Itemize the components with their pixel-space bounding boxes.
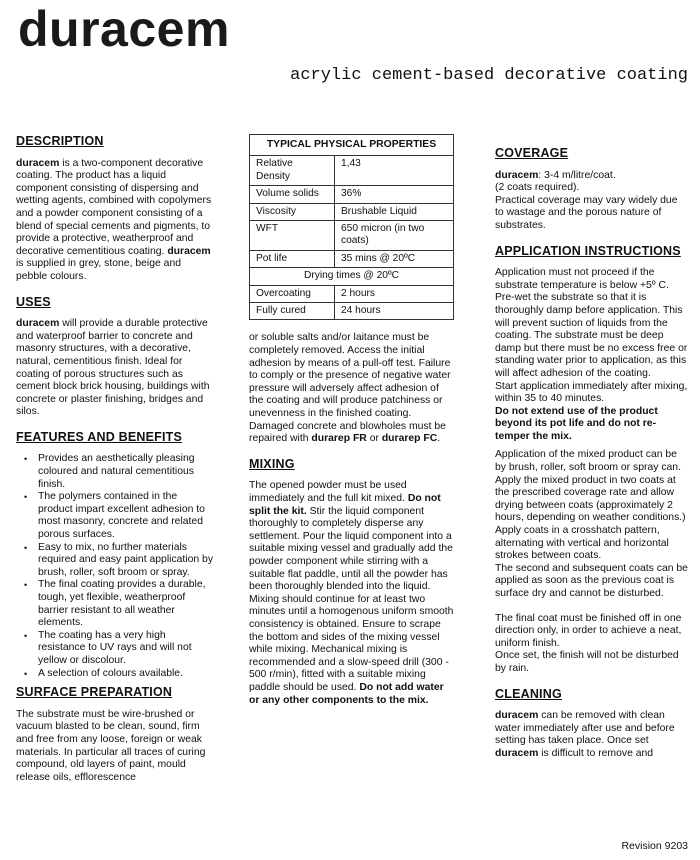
features-list <box>16 453 214 680</box>
brand-name: duracem <box>167 245 211 257</box>
table-title: TYPICAL PHYSICAL PROPERTIES <box>250 135 454 156</box>
list-item: • Easy to mix, no further materials required and easy paint application by brush, roller, soft broom or spray. <box>28 542 214 580</box>
description-text: duracem is a two-component decorative coating. The product has a liquid component consisting of dispersing and wetting agents, combined with copolymers and a powder component consisting of a blend of special cements and pigments, to provide a protective, weatherproof and decorative cementitious coating. duracem is supplied in grey, stone, beige and pebble colours. <box>16 157 212 282</box>
table-row: WFT 650 micron (in two coats) <box>250 221 454 251</box>
surface-preparation-heading: SURFACE PREPARATION <box>16 685 173 700</box>
cleaning-heading: CLEANING <box>495 686 562 701</box>
cleaning-text: duracem can be removed with clean water immediately after use and before setting has taken place. Once set duracem is difficult to remove and <box>495 710 675 759</box>
brand-name: duracem <box>495 710 539 722</box>
coverage-heading: COVERAGE <box>495 146 569 160</box>
brand-logo: duracem <box>18 1 230 57</box>
list-item: • The final coating provides a durable, tough, yet flexible, weatherproof barrier resistant to all weather elements. <box>28 579 214 629</box>
product-ref: durarep FC <box>381 433 438 445</box>
table-row: Viscosity Brushable Liquid <box>250 203 454 220</box>
uses-text: duracem will provide a durable protective and waterproof barrier to concrete and masonry structures, with a decorative, natural, cementitious finish. Ideal for coating of porous structures such as cement block brick housing, buildings with concrete or plaster finishing, bridges and silos. <box>16 318 210 418</box>
surface-preparation-text: The substrate must be wire-brushed or vacuum blasted to be clean, sound, firm and free from any loose, foreign or weak materials. In particular all traces of curing compound, old layers of paint, mould release oils, efflorescence <box>16 708 206 783</box>
mixing-text: The opened powder must be used immediately and the full kit mixed. Do not split the kit. Stir the liquid component thoroughly to completely disperse any settlement. Pour the liquid component into a suitable mixing vessel and gradually add the powder component while stirring with a suitable flat paddle, until all the powder has been thoroughly blended into the liquid. Mixing should continue for at least two minutes until a homogenous uniform smooth consistency is obtained. Ensure to scrape the bottom and sides of the mixing vessel while mixing. Mechanical mixing is recommended and a slow-speed drill (300 - 500 r/min), fitted with a suitable mixing paddle should be used. Do not add water or any other components to the mix. <box>249 480 454 706</box>
list-item: • The coating has a very high resistance to UV rays and will not yellow or discolour. <box>28 630 214 668</box>
table-row: Relative Density 1,43 <box>250 156 454 186</box>
table-row: Pot life 35 mins @ 20ºC <box>250 250 454 267</box>
surface-preparation-continued: or soluble salts and/or laitance must be completely removed. Access the initial adhesion by means of a pull-off test. Failure to comply or the presence of negative water pressure will adversely affect adhesion of the coating and will produce patchiness or unevenness in the finished coating. Damaged concrete and blowholes must be repaired with durarep FR or durarep FC. <box>249 332 451 445</box>
description-heading: DESCRIPTION <box>16 134 104 148</box>
left-column <box>16 135 214 784</box>
drying-times-header: Drying times @ 20ºC <box>250 268 454 285</box>
brand-name: duracem <box>16 318 60 330</box>
table-row: Fully cured 24 hours <box>250 303 454 320</box>
product-ref: durarep FR <box>311 433 367 445</box>
mixing-heading: MIXING <box>249 456 295 471</box>
brand-name: duracem <box>495 747 539 759</box>
brand-name: duracem <box>495 169 539 181</box>
physical-properties-table <box>249 134 454 320</box>
brand-name: duracem <box>16 157 60 169</box>
revision-number: Revision 9203 <box>621 840 688 852</box>
coverage-text: duracem: 3-4 m/litre/coat. <box>495 169 616 181</box>
list-item: • Provides an aesthetically pleasing coloured and natural cementitious finish. <box>28 453 214 491</box>
features-heading: FEATURES AND BENEFITS <box>16 429 183 444</box>
table-row: Volume solids 36% <box>250 186 454 203</box>
right-column: COVERAGE duracem: 3-4 m/litre/coat. (2 coats required). Practical coverage may vary widely due to wastage and the porous nature of substrates. APPLICATION INSTRUCTIONS Application must not proceed if the substrate temperature is below +5º C. Pre-wet the substrate so that it is thoroughly damp before application. This will prevent suction of liquids from the coating. The substrate must be deep damp but there must be no excess free or standing water prior to application, as this will affect adhesion of the coating. Start application immediately after mixing, within 35 to 40 minutes. Do not extend use of the product beyond its pot life and do not re-temper the mix. Application of the mixed product can be by brush, roller, soft broom or spray can. Apply the mixed product in two coats at the prescribed coverage rate and allow drying between coats (approximately 2 hours, depending on weather conditions.) Apply coats in a crosshatch pattern, alternating with vertical and horizontal strokes between coats. The second and subsequent coats can be applied as soon as the previous coat is surface dry and cannot be disturbed. The final coat must be finished off in one direction only, in order to achieve a neat, uniform finish. Once set, the finish will not be disturbed by rain. CLEANING duracem can be removed with clean water immediately after use and before setting has taken place. Once set duracem is difficult to remove and <box>495 146 688 759</box>
product-subtitle: acrylic cement-based decorative coating <box>290 66 688 85</box>
list-item: • The polymers contained in the product impart excellent adhesion to most masonry, concrete and related porous surfaces. <box>28 491 214 541</box>
application-heading: APPLICATION INSTRUCTIONS <box>495 243 681 258</box>
uses-heading: USES <box>16 294 51 309</box>
table-row: Overcoating 2 hours <box>250 285 454 302</box>
table-row <box>250 268 454 285</box>
list-item: • A selection of colours available. <box>28 668 214 681</box>
middle-column <box>249 134 455 707</box>
